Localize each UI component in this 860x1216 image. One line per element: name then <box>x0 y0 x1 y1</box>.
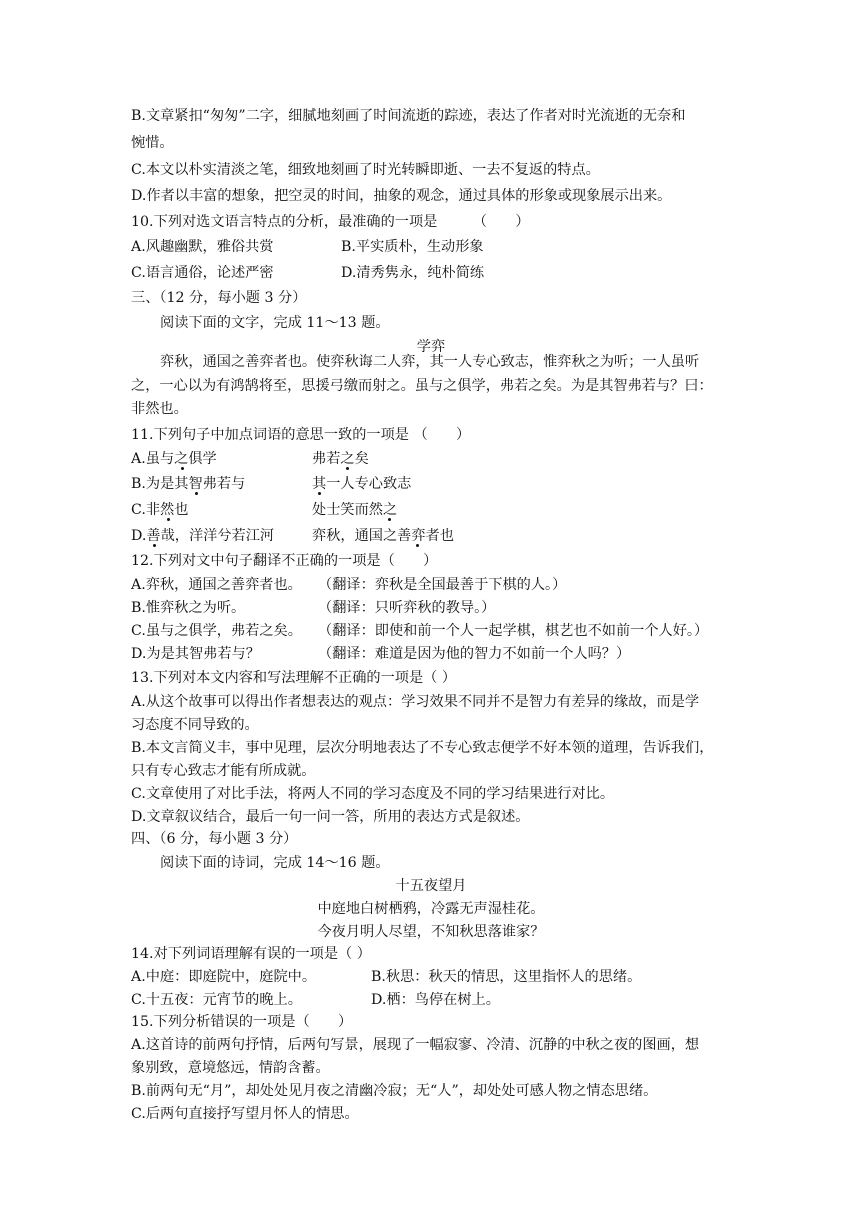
q13-option-b-cont: 只有专心致志才能有所成就。 <box>131 763 316 779</box>
q13-stem: 13.下列对本文内容和写法理解不正确的一项是（ ） <box>131 670 457 686</box>
q13-option-d: D.文章叙议结合，最后一句一问一答，所用的表达方式是叙述。 <box>131 809 530 825</box>
q15-stem: 15.下列分析错误的一项是（ ） <box>131 1014 353 1030</box>
q10-option-c: C.语言通俗，论述严密 <box>131 265 274 281</box>
q14-option-c: C.十五夜：元宵节的晚上。 <box>131 992 302 1008</box>
q12-option-b-translation: （翻译：只听弈秋的教导。） <box>318 600 496 616</box>
q11-option-a <box>131 450 217 468</box>
q11-option-b-pair: 其一人专心致志 <box>312 476 412 492</box>
q11-option-c: C.非然也 <box>131 502 189 518</box>
q14-stem: 14.对下列词语理解有误的一项是（ ） <box>131 946 371 962</box>
q12-option-a-translation: （翻译：弈秋是全国最善于下棋的人。） <box>318 577 567 593</box>
q13-option-c: C.文章使用了对比手法，将两人不同的学习态度及不同的学习结果进行对比。 <box>131 786 615 802</box>
q11-option-b: B.为是其智弗若与 <box>131 476 246 492</box>
q12-stem: 12.下列对文中句子翻译不正确的一项是（ ） <box>131 553 438 569</box>
q11-a-part1: A.虽与之俱学 <box>131 451 217 467</box>
q11-option-d-pair: 弈秋，通国之善弈者也 <box>312 528 454 544</box>
q12-option-d: D.为是其智弗若与？ <box>131 646 260 662</box>
q11-option-c-pair: 处士笑而然之 <box>312 502 398 518</box>
q15-option-a: A.这首诗的前两句抒情，后两句写景，展现了一幅寂寥、冷清、沉静的中秋之夜的图画，想 <box>131 1037 700 1053</box>
q12-option-c-translation: （翻译：即使和前一个人一起学棋，棋艺也不如前一个人好。） <box>318 623 709 639</box>
poem-line-2: 今夜月明人尽望，不知秋思落谁家？ <box>317 924 545 940</box>
passage-line-1: 弈秋，通国之善弈者也。使弈秋诲二人弈，其一人专心致志，惟弈秋之为听；一人虽听 <box>160 354 700 370</box>
passage-line-2: 之，一心以为有鸿鹄将至，思援弓缴而射之。虽与之俱学，弗若之矣。为是其智弗若与？曰： <box>131 378 713 394</box>
section-4-heading: 四、（6 分，每小题 3 分） <box>131 831 298 847</box>
q10-option-a: A.风趣幽默，雅俗共赏 <box>131 239 274 255</box>
q11-stem: 11.下列句子中加点词语的意思一致的一项是 （ ） <box>131 427 471 443</box>
passage-title: 学弈 <box>416 339 446 355</box>
q9-option-b: B.文章紧扣“匆匆”二字，细腻地刻画了时间流逝的踪迹，表达了作者对时光流逝的无奈和 <box>131 108 686 124</box>
q11-option-a-pair: 弗若之矣 <box>312 451 369 467</box>
section-3-instruction: 阅读下面的文字，完成 11～13 题。 <box>160 315 390 331</box>
section-4-instruction: 阅读下面的诗词，完成 14～16 题。 <box>160 855 390 871</box>
q13-option-b: B.本文言简义丰，事中见理，层次分明地表达了不专心致志便学不好本领的道理，告诉我们， <box>131 740 714 756</box>
q15-option-c: C.后两句直接抒写望月怀人的情思。 <box>131 1106 359 1122</box>
q12-option-a: A.弈秋，通国之善弈者也。 <box>131 577 302 593</box>
passage-line-3: 非然也。 <box>131 401 188 417</box>
q12-option-b: B.惟弈秋之为听。 <box>131 600 246 616</box>
q10-option-b: B.平实质朴，生动形象 <box>341 239 484 255</box>
section-3-heading: 三、（12 分，每小题 3 分） <box>131 290 307 306</box>
q14-option-d: D.栖：鸟停在树上。 <box>371 992 500 1008</box>
poem-title: 十五夜望月 <box>395 878 467 894</box>
q10-option-d: D.清秀隽永，纯朴简练 <box>341 265 485 281</box>
q10-stem: 10.下列对选文语言特点的分析，最准确的一项是 （ ） <box>131 214 530 230</box>
q9-option-c: C.本文以朴实清淡之笔，细致地刻画了时光转瞬即逝、一去不复返的特点。 <box>131 162 600 178</box>
q12-option-d-translation: （翻译：难道是因为他的智力不如前一个人吗？） <box>318 646 631 662</box>
q14-option-a: A.中庭：即庭院中，庭院中。 <box>131 969 317 985</box>
q9-option-b-cont: 惋惜。 <box>131 135 174 151</box>
q9-option-d: D.作者以丰富的想象，把空灵的时间，抽象的观念，通过具体的形象或现象展示出来。 <box>131 188 672 204</box>
q15-option-b: B.前两句无“月”，却处处见月夜之清幽冷寂；无“人”，却处处可感人物之情态思绪。 <box>131 1083 658 1099</box>
q14-option-b: B.秋思：秋天的情思，这里指怀人的思绪。 <box>371 969 642 985</box>
poem-line-1: 中庭地白树栖鸦，冷露无声湿桂花。 <box>317 901 545 917</box>
q13-option-a-cont: 习态度不同导致的。 <box>131 717 259 733</box>
q13-option-a: A.从这个故事可以得出作者想表达的观点：学习效果不同并不是智力有差异的缘故，而是学 <box>131 694 700 710</box>
q15-option-a-cont: 象别致，意境悠远，情韵含蓄。 <box>131 1060 330 1076</box>
q12-option-c: C.虽与之俱学，弗若之矣。 <box>131 623 302 639</box>
q11-option-d: D.善哉，洋洋兮若江河 <box>131 528 275 544</box>
